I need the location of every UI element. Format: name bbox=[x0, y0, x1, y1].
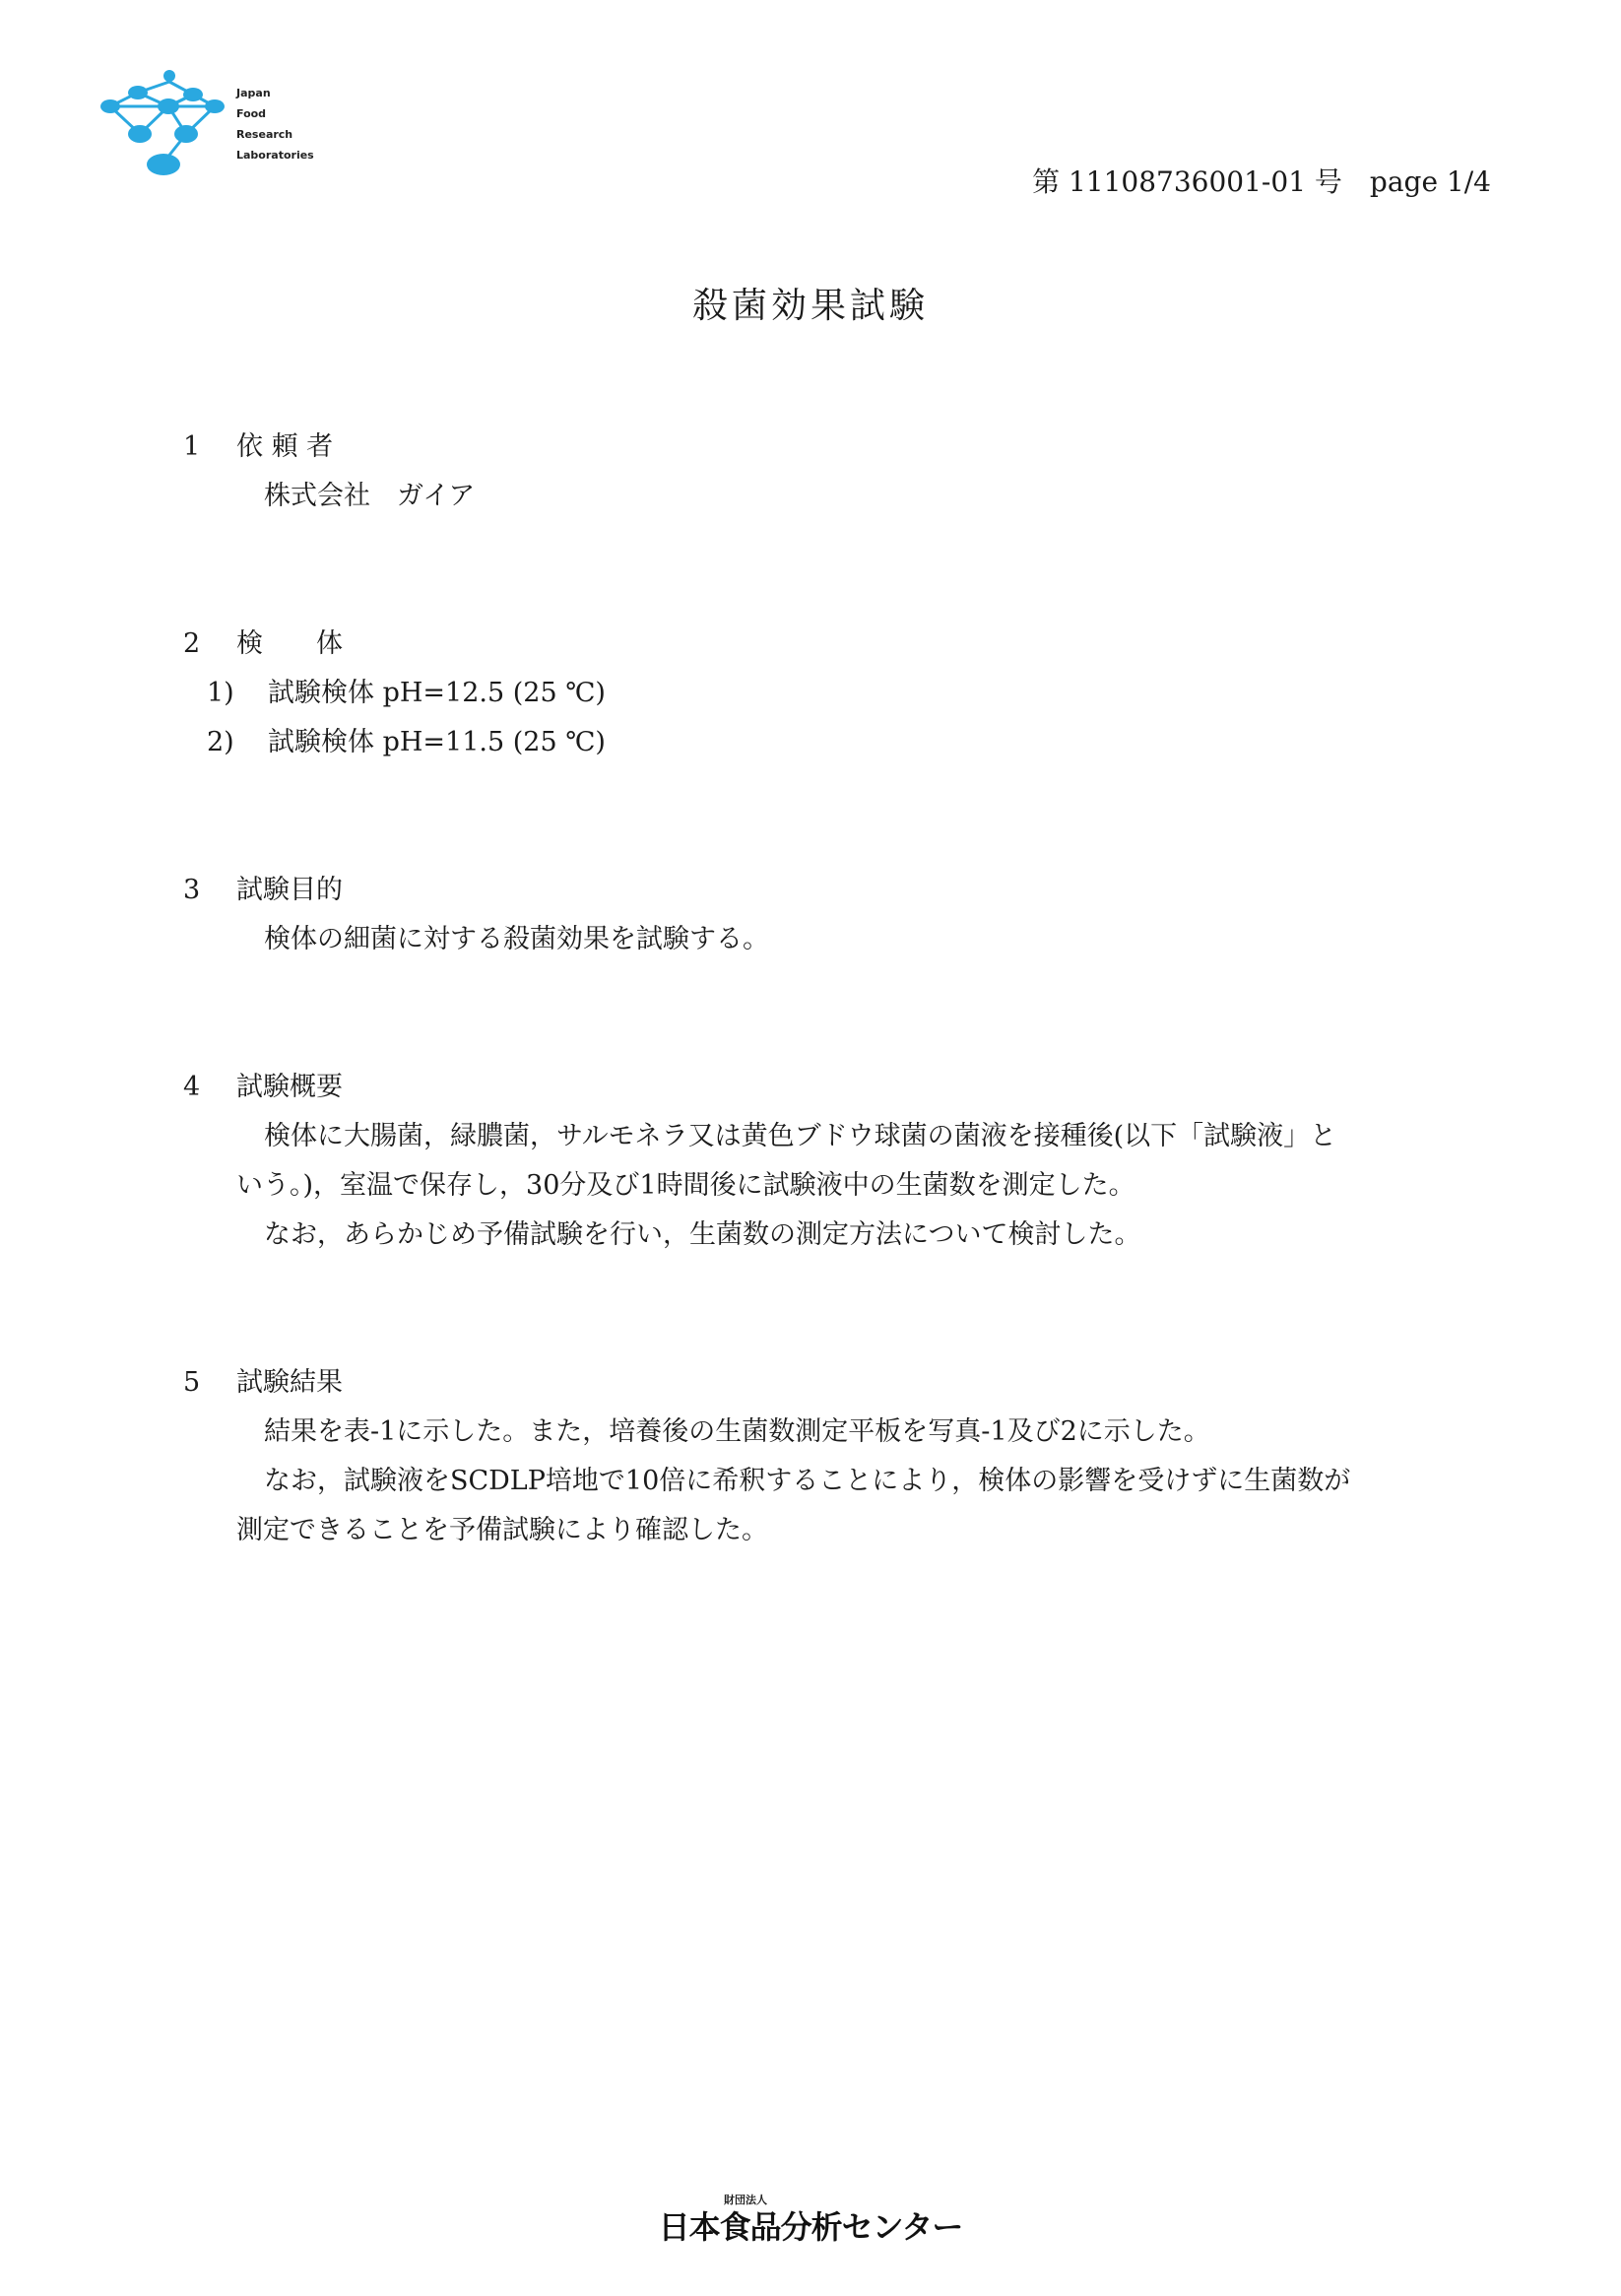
section-number: 2 bbox=[183, 628, 201, 659]
section-heading: 依 頼 者 bbox=[236, 431, 334, 462]
footer-org-type: 財団法人 bbox=[724, 2194, 767, 2206]
requester-name: 株式会社 ガイア bbox=[264, 481, 476, 511]
paragraph-line: いう。)，室温で保存し，30分及び1時間後に試験液中の生菌数を測定した。 bbox=[236, 1170, 1135, 1201]
jfrl-logo-icon bbox=[98, 64, 246, 182]
list-item: 試験検体 pH=12.5 (25 ℃) bbox=[268, 678, 606, 708]
logo-line: Food bbox=[236, 107, 267, 120]
footer-organization bbox=[0, 2194, 1621, 2247]
section-heading: 試験結果 bbox=[236, 1367, 343, 1398]
section-heading: 検 体 bbox=[236, 628, 343, 659]
list-item: 試験検体 pH=11.5 (25 ℃) bbox=[268, 727, 606, 757]
section-number: 5 bbox=[183, 1367, 201, 1398]
paragraph-line: 測定できることを予備試験により確認した。 bbox=[236, 1515, 768, 1545]
section-body: 検体の細菌に対する殺菌効果を試験する。 bbox=[264, 924, 769, 954]
paragraph-line: 検体に大腸菌，緑膿菌，サルモネラ又は黄色ブドウ球菌の菌液を接種後(以下「試験液」と bbox=[264, 1121, 1337, 1151]
section-number: 1 bbox=[183, 431, 201, 462]
section-number: 3 bbox=[183, 875, 201, 905]
document-title: 殺菌効果試験 bbox=[691, 286, 929, 326]
section-number: 4 bbox=[183, 1072, 201, 1102]
list-item-number: 2) bbox=[207, 727, 234, 757]
section-heading: 試験概要 bbox=[236, 1072, 343, 1102]
paragraph-line: なお，あらかじめ予備試験を行い，生菌数の測定方法について検討した。 bbox=[264, 1219, 1141, 1250]
logo-line: Japan bbox=[236, 87, 271, 99]
logo-text bbox=[236, 83, 314, 165]
logo-line: Research bbox=[236, 128, 293, 141]
paragraph-line: なお，試験液をSCDLP培地で10倍に希釈することにより，検体の影響を受けずに生菌数が bbox=[264, 1466, 1351, 1496]
paragraph-line: 結果を表-1に示した。また，培養後の生菌数測定平板を写真-1及び2に示した。 bbox=[264, 1416, 1210, 1447]
section-heading: 試験目的 bbox=[236, 875, 343, 905]
logo-line: Laboratories bbox=[236, 149, 314, 162]
list-item-number: 1) bbox=[207, 678, 234, 708]
document-number: 第 11108736001-01 号 page 1/4 bbox=[1032, 165, 1491, 198]
footer-org-name: 日本食品分析センター bbox=[658, 2208, 963, 2246]
